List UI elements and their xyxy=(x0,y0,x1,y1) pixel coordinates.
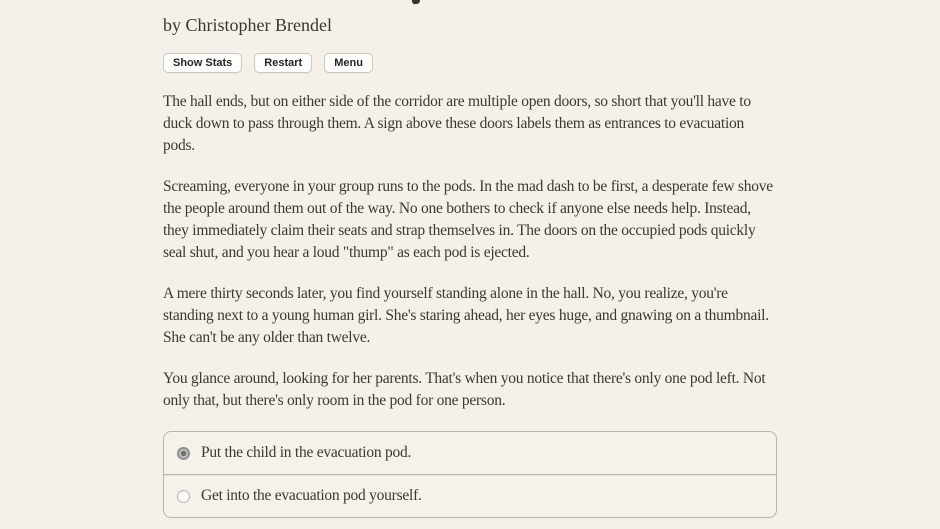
radio-button-icon[interactable] xyxy=(177,447,190,460)
show-stats-button[interactable]: Show Stats xyxy=(163,53,242,73)
menu-button[interactable]: Menu xyxy=(324,53,373,73)
story-paragraph: Screaming, everyone in your group runs to the pods. In the mad dash to be first, a desperate few shove the people around them out of the way. No one bothers to check if anyone else needs help. Instead, they immediately claim their seats and strap themselves in. The doors on the occupied pods quickly seal shut, and you hear a loud "thump" as each pod is ejected. xyxy=(163,178,773,261)
choice-option-2[interactable] xyxy=(164,474,776,517)
story-paragraph: The hall ends, but on either side of the corridor are multiple open doors, so short that you'll have to duck down to pass through them. A sign above these doors labels them as entrances to evacuation pods. xyxy=(163,93,751,154)
author-byline: by Christopher Brendel xyxy=(163,15,332,35)
choice-option-label: Get into the evacuation pod yourself. xyxy=(201,487,422,504)
restart-button[interactable]: Restart xyxy=(254,53,312,73)
story-paragraph: A mere thirty seconds later, you find yourself standing alone in the hall. No, you realize, you're standing next to a young human girl. She's staring ahead, her eyes huge, and gnawing on a thumbnail. She can't be any older than twelve. xyxy=(163,285,769,346)
story-paragraph: You glance around, looking for her parents. That's when you notice that there's only one pod left. Not only that, but there's only room in the pod for one person. xyxy=(163,370,766,409)
choice-group xyxy=(163,431,777,518)
choice-option-1[interactable] xyxy=(164,432,776,474)
game-toolbar xyxy=(163,53,777,73)
story-text xyxy=(163,91,777,412)
content-column xyxy=(163,0,777,529)
choice-option-label: Put the child in the evacuation pod. xyxy=(201,444,412,461)
radio-button-icon[interactable] xyxy=(177,490,190,503)
